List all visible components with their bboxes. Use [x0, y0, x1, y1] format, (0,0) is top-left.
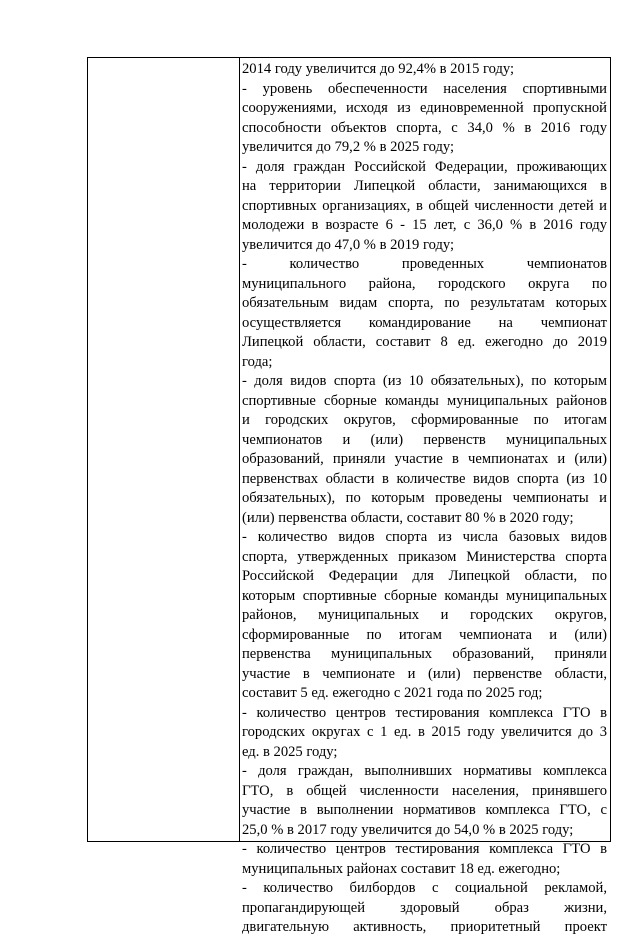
text-line: районов, муниципальных и городских округов,: [242, 607, 607, 623]
text-line: двигательную активность, приоритетный проект: [242, 919, 607, 935]
text-line: 25,0 % в 2017 году увеличится до 54,0 % в 2025 году;: [242, 821, 574, 838]
text-line: обязательных), по которым проведены чемпионаты и: [242, 490, 607, 506]
text-line: - количество проведенных чемпионатов: [242, 256, 607, 272]
text-line: участие в выполнении нормативов комплекса ГТО, с: [242, 802, 607, 818]
text-line: муниципального района, городского округа по: [242, 275, 607, 292]
text-line: образований, приняли участие в чемпионатах и (или): [242, 451, 607, 467]
text-line: (или) первенства области, составит 80 % в 2020 году;: [242, 509, 574, 526]
text-line: - доля граждан, выполнивших нормативы комплекса: [242, 763, 607, 779]
text-line: первенства муниципальных образований, приняли: [242, 646, 607, 662]
text-line: - уровень обеспеченности населения спортивными: [242, 80, 607, 97]
text-line: сформированные по итогам чемпионата и (или): [242, 626, 607, 643]
text-line: ед. в 2025 году;: [242, 743, 338, 760]
text-line: составит 5 ед. ежегодно с 2021 года по 2025 год;: [242, 685, 543, 701]
text-line: Липецкой области, составит 8 ед. ежегодно до 2019: [242, 334, 607, 350]
text-line: спортивные сборные команды муниципальных районов: [242, 392, 607, 409]
text-line: первенствах области в количестве видов спорта (из 10: [242, 470, 607, 487]
text-line: ГТО, в общей численности населения, принявшего: [242, 782, 607, 799]
text-line: - количество билбордов с социальной рекламой,: [242, 880, 607, 896]
text-line: городских округах с 1 ед. в 2015 году увеличится до 3: [242, 724, 607, 740]
table-right-cell: [242, 60, 607, 935]
text-line: - количество центров тестирования комплекса ГТО в: [242, 704, 607, 721]
column-divider: [239, 58, 240, 841]
text-line: молодежи в возрасте 6 - 15 лет, с 36,0 % в 2016 году: [242, 217, 607, 233]
text-line: года;: [242, 353, 273, 370]
text-line: спортивных организациях, в общей численности детей и: [242, 197, 607, 214]
text-line: обязательным видам спорта, по результатам которых: [242, 295, 607, 311]
text-line: и городских округов, сформированные по итогам: [242, 412, 607, 428]
text-line: пропагандирующей здоровый образ жизни,: [242, 899, 607, 916]
text-line: муниципальных районах составит 18 ед. ежегодно;: [242, 860, 561, 877]
text-line: на территории Липецкой области, занимающихся в: [242, 178, 607, 194]
text-line: осуществляется командирование на чемпионат: [242, 314, 607, 331]
text-line: чемпионатов и (или) первенств муниципальных: [242, 431, 607, 448]
text-line: способности объектов спорта, с 34,0 % в 2016 году: [242, 119, 607, 136]
text-line: - количество видов спорта из числа базовых видов: [242, 529, 607, 545]
text-line: увеличится до 47,0 % в 2019 году;: [242, 236, 455, 253]
text-line: - количество центров тестирования комплекса ГТО в: [242, 841, 607, 857]
document-table: [87, 57, 611, 935]
text-line: сооружениями, исходя из единовременной пропускной: [242, 100, 607, 116]
text-line: спорта, утвержденных приказом Министерства спорта: [242, 548, 607, 565]
text-line: - доля граждан Российской Федерации, проживающих: [242, 158, 607, 175]
text-line: Российской Федерации для Липецкой области, по: [242, 568, 607, 584]
text-line: - доля видов спорта (из 10 обязательных), по которым: [242, 373, 607, 389]
text-line: 2014 году увеличится до 92,4% в 2015 году;: [242, 61, 515, 77]
text-line: увеличится до 79,2 % в 2025 году;: [242, 139, 455, 155]
text-line: участие в чемпионате и (или) первенстве области,: [242, 665, 607, 682]
text-line: которым спортивные сборные команды муниципальных: [242, 587, 607, 604]
table-left-cell: [88, 58, 239, 841]
